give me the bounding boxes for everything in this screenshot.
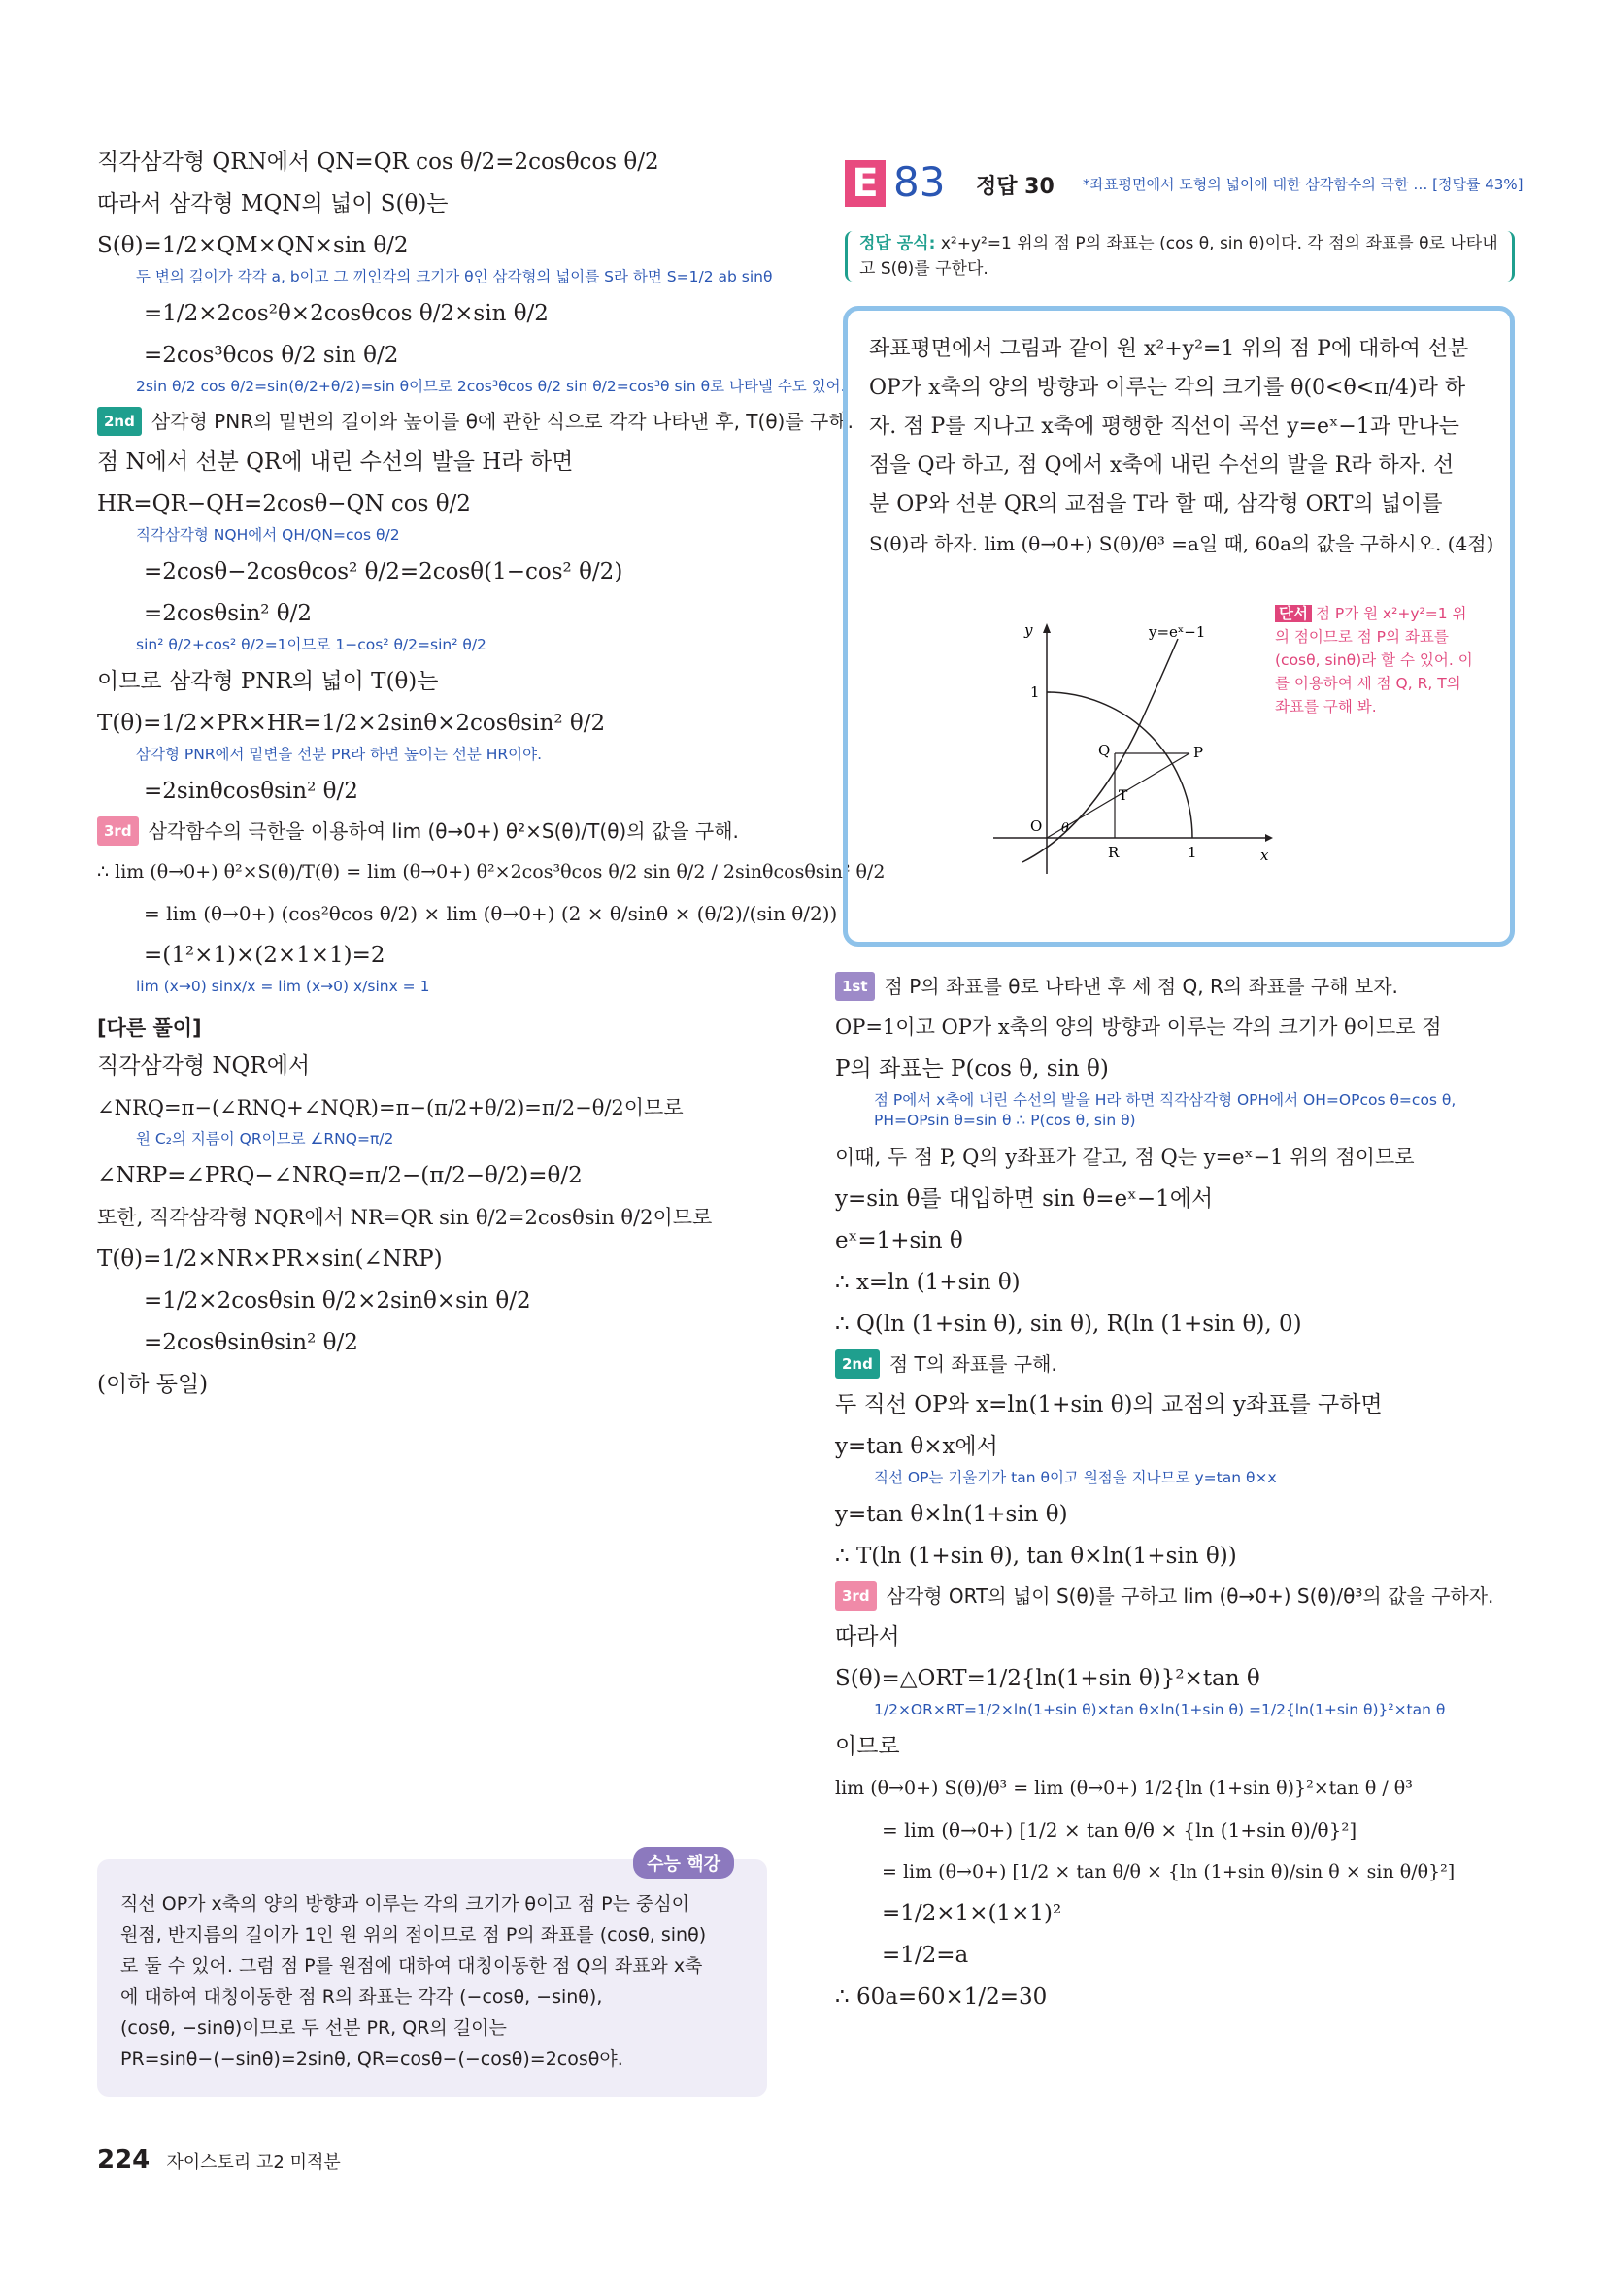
key-insight-tag: 수능 핵강 [633, 1847, 734, 1879]
text-line: 따라서 [835, 1624, 900, 1649]
text-line: T(θ)=1/2×PR×HR=1/2×2sinθ×2cosθsin² θ/2 [97, 711, 606, 736]
annotation-note: lim (x→0) sinx/x = lim (x→0) x/sinx = 1 [136, 978, 430, 995]
text-line: y=tan θ×x에서 [835, 1434, 998, 1459]
text-line: = lim (θ→0+) (cos²θcos θ/2) × lim (θ→0+) (2 × θ/sinθ × (θ/2)/(sin θ/2)) [144, 902, 838, 925]
step-badge: 2nd [97, 407, 142, 436]
annotation-note: 점 P에서 x축에 내린 수선의 발을 H라 하면 직각삼각형 OPH에서 OH=OPcos θ=cos θ, PH=OPsin θ=sin θ ∴ P(cos θ, sin θ) [874, 1091, 1457, 1129]
step-3-heading: 3rd 삼각함수의 극한을 이용하여 lim (θ→0+) θ²×S(θ)/T(θ)의 값을 구해. [97, 816, 767, 846]
point-q-label: Q [1098, 742, 1111, 759]
text-line: =2cosθ−2cosθcos² θ/2=2cosθ(1−cos² θ/2) [144, 559, 623, 584]
angle-label: θ [1061, 821, 1069, 836]
step-badge: 2nd [835, 1349, 880, 1379]
text-line: = lim (θ→0+) [1/2 × tan θ/θ × {ln (1+sin θ)/θ}²] [882, 1818, 1357, 1842]
text-line: y=tan θ×ln(1+sin θ) [835, 1502, 1068, 1527]
text-line: (이하 동일) [97, 1372, 209, 1397]
page-footer [97, 2146, 341, 2175]
text-line: HR=QR−QH=2cosθ−QN cos θ/2 [97, 491, 471, 516]
text-line: lim (θ→0+) S(θ)/θ³ = lim (θ→0+) 1/2{ln (1+sin θ)}²×tan θ / θ³ [835, 1778, 1413, 1799]
step-2-heading: 2nd 점 T의 좌표를 구해. [835, 1349, 1515, 1379]
answer-label: 정답 30 [976, 175, 1055, 199]
text-line: 두 직선 OP와 x=ln(1+sin θ)의 교점의 y좌표를 구하면 [835, 1392, 1383, 1417]
problem-line: 좌표평면에서 그림과 같이 원 x²+y²=1 위의 점 P에 대하여 선분 [869, 337, 1469, 361]
key-line: (cosθ, −sinθ)이므로 두 선분 PR, QR의 길이는 [120, 2017, 507, 2039]
hint-note: 단서 점 P가 원 x²+y²=1 위의 점이므로 점 P의 좌표를 (cosθ, sinθ)라 할 수 있어. 이를 이용하여 세 점 Q, R, T의 좌표를 구해 봐. [1275, 605, 1473, 715]
annotation-note: 2sin θ/2 cos θ/2=sin(θ/2+θ/2)=sin θ이므로 2cos³θcos θ/2 sin θ/2=cos³θ sin θ로 나타낼 수도 있어. [136, 378, 846, 395]
text-line: T(θ)=1/2×NR×PR×sin(∠NRP) [97, 1247, 443, 1272]
key-insight-box [97, 1854, 767, 2097]
problem-line: 분 OP와 선분 QR의 교점을 T라 할 때, 삼각형 ORT의 넓이를 [869, 492, 1443, 516]
alt-solution-title: [다른 풀이] [97, 1016, 202, 1040]
formula-text: x²+y²=1 위의 점 P의 좌표는 (cos θ, sin θ)이다. 각 점의 좌표를 θ로 나타내고 S(θ)를 구한다. [859, 234, 1498, 279]
point-p-label: P [1193, 744, 1204, 761]
text-line: =2sinθcosθsin² θ/2 [144, 779, 358, 804]
text-line: =1/2×1×(1×1)² [882, 1901, 1062, 1926]
text-line: 이므로 삼각형 PNR의 넓이 T(θ)는 [97, 669, 439, 694]
text-line: S(θ)=1/2×QM×QN×sin θ/2 [97, 233, 409, 258]
text-line: S(θ)=△ORT=1/2{ln(1+sin θ)}²×tan θ [835, 1666, 1260, 1691]
origin-label: O [1030, 817, 1043, 835]
annotation-note: sin² θ/2+cos² θ/2=1이므로 1−cos² θ/2=sin² θ/2 [136, 636, 486, 653]
problem-graph [984, 619, 1275, 882]
step-badge: 3rd [835, 1581, 877, 1611]
text-line: P의 좌표는 P(cos θ, sin θ) [835, 1056, 1109, 1081]
x-axis-arrow [1265, 834, 1273, 842]
annotation-note: 두 변의 길이가 각각 a, b이고 그 끼인각의 크기가 θ인 삼각형의 넓이를 S라 하면 S=1/2 ab sinθ [136, 268, 773, 285]
key-line: 직선 OP가 x축의 양의 방향과 이루는 각의 크기가 θ이고 점 P는 중심이 [120, 1893, 690, 1914]
y-axis-label: y [1024, 621, 1033, 639]
text-line: 이때, 두 점 P, Q의 y좌표가 같고, 점 Q는 y=eˣ−1 위의 점이므로 [835, 1146, 1415, 1169]
problem-line: S(θ)라 하자. lim (θ→0+) S(θ)/θ³ =a일 때, 60a의 값을 구하시오. (4점) [869, 532, 1494, 555]
text-line: y=sin θ를 대입하면 sin θ=eˣ−1에서 [835, 1186, 1214, 1212]
answer-formula [845, 231, 1515, 282]
curve-label: y=eˣ−1 [1149, 623, 1206, 641]
step-2-heading: 2nd 삼각형 PNR의 밑변의 길이와 높이를 θ에 관한 식으로 각각 나타낸 후, T(θ)를 구해. [97, 407, 767, 436]
annotation-note: 1/2×OR×RT=1/2×ln(1+sin θ)×tan θ×ln(1+sin θ) =1/2{ln(1+sin θ)}²×tan θ [874, 1701, 1446, 1718]
y-tick-label: 1 [1030, 683, 1040, 701]
y-axis-arrow [1043, 623, 1051, 633]
text-line: ∴ 60a=60×1/2=30 [835, 1984, 1048, 2010]
key-line: PR=sinθ−(−sinθ)=2sinθ, QR=cosθ−(−cosθ)=2cosθ야. [120, 2048, 623, 2070]
text-line: 이므로 [835, 1734, 900, 1759]
text-line: =1/2×2cosθsin θ/2×2sinθ×sin θ/2 [144, 1288, 531, 1314]
text-line: =2cosθsinθsin² θ/2 [144, 1330, 358, 1355]
x-tick-label: 1 [1188, 844, 1197, 861]
step-1-heading: 1st 점 P의 좌표를 θ로 나타낸 후 세 점 Q, R의 좌표를 구해 보자. [835, 972, 1515, 1001]
annotation-note: 삼각형 PNR에서 밑변을 선분 PR라 하면 높이는 선분 HR이야. [136, 746, 543, 763]
topic-label: *좌표평면에서 도형의 넓이에 대한 삼각함수의 극한 … [정답률 43%] [1083, 176, 1524, 193]
key-line: 로 둘 수 있어. 그럼 점 P를 원점에 대하여 대칭이동한 점 Q의 좌표와 x축 [120, 1955, 703, 1977]
section-letter: E [845, 160, 886, 207]
problem-line: 자. 점 P를 지나고 x축에 평행한 직선이 곡선 y=eˣ−1과 만나는 [869, 415, 1459, 439]
problem-box [843, 306, 1515, 947]
text-line: 점 N에서 선분 QR에 내린 수선의 발을 H라 하면 [97, 449, 574, 475]
book-title: 자이스토리 고2 미적분 [166, 2152, 341, 2173]
text-line: =2cosθsin² θ/2 [144, 601, 313, 626]
point-t-label: T [1119, 788, 1128, 804]
text-line: 따라서 삼각형 MQN의 넓이 S(θ)는 [97, 191, 449, 216]
text-line: OP=1이고 OP가 x축의 양의 방향과 이루는 각의 크기가 θ이므로 점 [835, 1015, 1442, 1039]
key-line: 원점, 반지름의 길이가 1인 원 위의 점이므로 점 P의 좌표를 (cosθ, sinθ) [120, 1924, 707, 1946]
key-line: 에 대하여 대칭이동한 점 R의 좌표는 각각 (−cosθ, −sinθ), [120, 1986, 603, 2008]
hint-tag: 단서 [1275, 605, 1312, 622]
point-r-label: R [1108, 844, 1120, 861]
annotation-note: 직각삼각형 NQH에서 QH/QN=cos θ/2 [136, 526, 400, 544]
text-line: = lim (θ→0+) [1/2 × tan θ/θ × {ln (1+sin θ)/sin θ × sin θ/θ}²] [882, 1861, 1456, 1882]
step-badge: 3rd [97, 816, 139, 846]
question-header [845, 160, 1524, 209]
text-line: ∴ lim (θ→0+) θ²×S(θ)/T(θ) = lim (θ→0+) θ²×2cos³θcos θ/2 sin θ/2 / 2sinθcosθsin² θ/2 [97, 861, 886, 882]
question-number: 83 [893, 158, 946, 206]
page-number: 224 [97, 2146, 151, 2175]
annotation-note: 원 C₂의 지름이 QR이므로 ∠RNQ=π/2 [136, 1130, 394, 1148]
text-line: 직각삼각형 QRN에서 QN=QR cos θ/2=2cosθcos θ/2 [97, 150, 659, 175]
problem-line: 점을 Q라 하고, 점 Q에서 x축에 내린 수선의 발을 R라 하자. 선 [869, 453, 1455, 478]
text-line: ∠NRQ=π−(∠RNQ+∠NQR)=π−(π/2+θ/2)=π/2−θ/2이므로 [97, 1096, 684, 1119]
text-line: =(1²×1)×(2×1×1)=2 [144, 943, 385, 968]
text-line: ∠NRP=∠PRQ−∠NRQ=π/2−(π/2−θ/2)=θ/2 [97, 1163, 583, 1188]
step-badge: 1st [835, 972, 875, 1001]
text-line: ∴ T(ln (1+sin θ), tan θ×ln(1+sin θ)) [835, 1544, 1237, 1569]
right-column [835, 966, 1515, 2022]
text-line: ∴ x=ln (1+sin θ) [835, 1270, 1021, 1295]
text-line: 또한, 직각삼각형 NQR에서 NR=QR sin θ/2=2cosθsin θ/2이므로 [97, 1206, 713, 1229]
text-line: =2cos³θcos θ/2 sin θ/2 [144, 343, 399, 368]
x-axis-label: x [1260, 847, 1269, 864]
text-line: =1/2=a [882, 1943, 969, 1968]
text-line: =1/2×2cos²θ×2cosθcos θ/2×sin θ/2 [144, 301, 549, 326]
annotation-note: 직선 OP는 기울기가 tan θ이고 원점을 지나므로 y=tan θ×x [874, 1469, 1277, 1486]
text-line: eˣ=1+sin θ [835, 1228, 963, 1253]
problem-line: OP가 x축의 양의 방향과 이루는 각의 크기를 θ(0<θ<π/4)라 하 [869, 376, 1466, 400]
step-3-heading: 3rd 삼각형 ORT의 넓이 S(θ)를 구하고 lim (θ→0+) S(θ)/θ³의 값을 구하자. [835, 1581, 1515, 1611]
text-line: ∴ Q(ln (1+sin θ), sin θ), R(ln (1+sin θ), 0) [835, 1312, 1302, 1337]
formula-label: 정답 공식: [859, 234, 936, 253]
text-line: 직각삼각형 NQR에서 [97, 1053, 311, 1079]
